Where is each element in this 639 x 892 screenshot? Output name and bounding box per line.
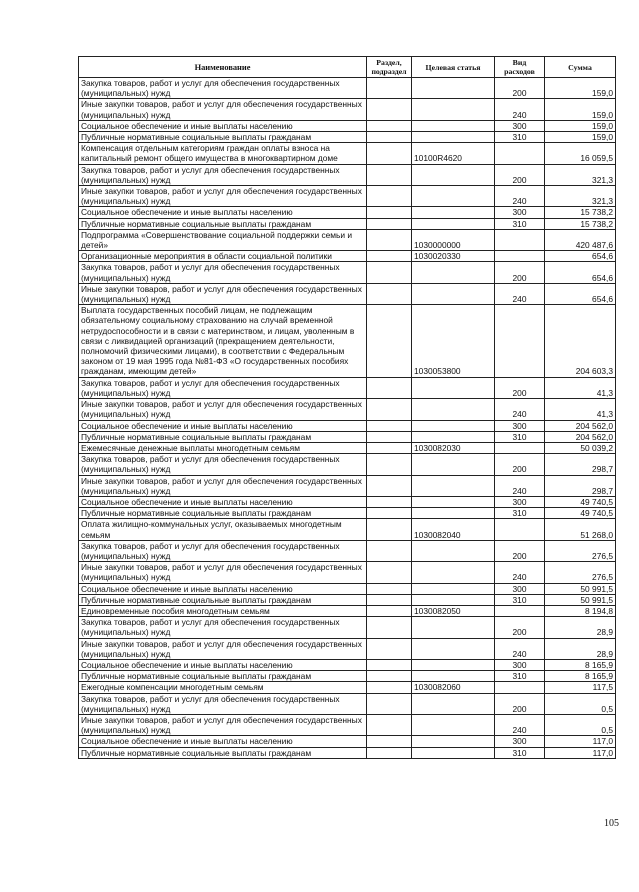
cell-name: Социальное обеспечение и иные выплаты населению xyxy=(79,583,367,594)
header-section: Раздел, подраздел xyxy=(367,57,412,78)
cell-type: 200 xyxy=(495,164,545,185)
cell-name: Ежемесячные денежные выплаты многодетным семьям xyxy=(79,442,367,453)
cell-section xyxy=(367,562,412,583)
cell-type xyxy=(495,305,545,377)
table-row xyxy=(79,251,616,262)
cell-sum: 49 740,5 xyxy=(545,496,616,507)
cell-section xyxy=(367,508,412,519)
cell-name: Закупка товаров, работ и услуг для обеспечения государственных (муниципальных) нужд xyxy=(79,377,367,398)
cell-type: 200 xyxy=(495,693,545,714)
cell-section xyxy=(367,659,412,670)
cell-sum: 8 165,9 xyxy=(545,659,616,670)
cell-section xyxy=(367,714,412,735)
cell-target: 1030020330 xyxy=(412,251,495,262)
cell-target xyxy=(412,377,495,398)
table-row xyxy=(79,377,616,398)
cell-target xyxy=(412,617,495,638)
cell-section xyxy=(367,262,412,283)
cell-sum: 159,0 xyxy=(545,120,616,131)
cell-target xyxy=(412,638,495,659)
cell-sum: 159,0 xyxy=(545,132,616,143)
cell-name: Социальное обеспечение и иные выплаты населению xyxy=(79,496,367,507)
cell-name: Социальное обеспечение и иные выплаты населению xyxy=(79,420,367,431)
cell-type xyxy=(495,251,545,262)
table-row xyxy=(79,431,616,442)
cell-sum: 654,6 xyxy=(545,262,616,283)
cell-type: 200 xyxy=(495,262,545,283)
cell-type: 300 xyxy=(495,659,545,670)
header-sum: Сумма xyxy=(545,57,616,78)
cell-target xyxy=(412,508,495,519)
table-row xyxy=(79,736,616,747)
table-row xyxy=(79,186,616,207)
table-header-row xyxy=(79,57,616,78)
cell-type: 200 xyxy=(495,78,545,99)
cell-name: Публичные нормативные социальные выплаты гражданам xyxy=(79,431,367,442)
table-row xyxy=(79,682,616,693)
table-row xyxy=(79,562,616,583)
cell-name: Закупка товаров, работ и услуг для обеспечения государственных (муниципальных) нужд xyxy=(79,262,367,283)
cell-name: Закупка товаров, работ и услуг для обеспечения государственных (муниципальных) нужд xyxy=(79,540,367,561)
cell-type: 240 xyxy=(495,99,545,120)
cell-type: 240 xyxy=(495,475,545,496)
cell-type: 310 xyxy=(495,431,545,442)
cell-section xyxy=(367,693,412,714)
cell-name: Социальное обеспечение и иные выплаты населению xyxy=(79,120,367,131)
cell-section xyxy=(367,399,412,420)
cell-name: Иные закупки товаров, работ и услуг для обеспечения государственных (муниципальных) нужд xyxy=(79,714,367,735)
cell-target xyxy=(412,671,495,682)
cell-type: 200 xyxy=(495,617,545,638)
cell-name: Иные закупки товаров, работ и услуг для обеспечения государственных (муниципальных) нужд xyxy=(79,562,367,583)
cell-sum: 50 991,5 xyxy=(545,583,616,594)
cell-section xyxy=(367,605,412,616)
cell-name: Социальное обеспечение и иные выплаты населению xyxy=(79,736,367,747)
cell-type: 240 xyxy=(495,186,545,207)
table-row xyxy=(79,454,616,475)
cell-target xyxy=(412,454,495,475)
cell-type: 300 xyxy=(495,583,545,594)
cell-type: 300 xyxy=(495,120,545,131)
table-row xyxy=(79,229,616,250)
cell-section xyxy=(367,78,412,99)
table-row xyxy=(79,714,616,735)
cell-target xyxy=(412,120,495,131)
cell-sum: 298,7 xyxy=(545,475,616,496)
cell-sum: 159,0 xyxy=(545,99,616,120)
cell-type xyxy=(495,442,545,453)
table-row xyxy=(79,496,616,507)
cell-sum: 41,3 xyxy=(545,377,616,398)
table-row xyxy=(79,218,616,229)
cell-section xyxy=(367,454,412,475)
cell-section xyxy=(367,132,412,143)
cell-section xyxy=(367,671,412,682)
cell-sum: 276,5 xyxy=(545,562,616,583)
cell-sum: 117,5 xyxy=(545,682,616,693)
header-type: Вид расходов xyxy=(495,57,545,78)
cell-type: 310 xyxy=(495,594,545,605)
cell-name: Организационные мероприятия в области социальной политики xyxy=(79,251,367,262)
cell-sum: 28,9 xyxy=(545,638,616,659)
cell-type: 310 xyxy=(495,747,545,758)
table-row xyxy=(79,475,616,496)
cell-sum: 8 194,8 xyxy=(545,605,616,616)
cell-type: 300 xyxy=(495,496,545,507)
cell-section xyxy=(367,283,412,304)
cell-sum: 654,6 xyxy=(545,251,616,262)
cell-target xyxy=(412,431,495,442)
cell-target: 1030082030 xyxy=(412,442,495,453)
cell-target xyxy=(412,218,495,229)
cell-name: Компенсация отдельным категориям граждан оплаты взноса на капитальный ремонт общего имущества в многоквартирном доме xyxy=(79,143,367,164)
cell-sum: 204 603,3 xyxy=(545,305,616,377)
cell-section xyxy=(367,186,412,207)
cell-name: Выплата государственных пособий лицам, не подлежащим обязательному социальному страхованию на случай временной нетрудоспособности и в связи с материнством, и лицам, уволенным в связи с ликвидацией организаций (прекращением деятельности, полномочий физическими лицами), в соответствии с Федеральным законом от 19 мая 1995 года №81-ФЗ «О государственных пособиях гражданам, имеющим детей» xyxy=(79,305,367,377)
cell-target xyxy=(412,399,495,420)
cell-sum: 28,9 xyxy=(545,617,616,638)
cell-name: Подпрограмма «Совершенствование социальной поддержки семьи и детей» xyxy=(79,229,367,250)
cell-sum: 321,3 xyxy=(545,186,616,207)
cell-section xyxy=(367,229,412,250)
cell-sum: 51 268,0 xyxy=(545,519,616,540)
cell-target xyxy=(412,736,495,747)
header-name: Наименование xyxy=(79,57,367,78)
table-row xyxy=(79,99,616,120)
cell-section xyxy=(367,736,412,747)
cell-section xyxy=(367,519,412,540)
cell-name: Публичные нормативные социальные выплаты гражданам xyxy=(79,747,367,758)
cell-target xyxy=(412,659,495,670)
cell-sum: 50 991,5 xyxy=(545,594,616,605)
cell-section xyxy=(367,207,412,218)
cell-section xyxy=(367,251,412,262)
table-row xyxy=(79,305,616,377)
cell-sum: 298,7 xyxy=(545,454,616,475)
table-row xyxy=(79,132,616,143)
cell-name: Иные закупки товаров, работ и услуг для обеспечения государственных (муниципальных) нужд xyxy=(79,475,367,496)
table-body xyxy=(79,78,616,759)
cell-target: 1030082050 xyxy=(412,605,495,616)
cell-section xyxy=(367,475,412,496)
cell-target xyxy=(412,132,495,143)
cell-type: 310 xyxy=(495,132,545,143)
cell-target: 1030000000 xyxy=(412,229,495,250)
table-row xyxy=(79,583,616,594)
cell-target: 1030082060 xyxy=(412,682,495,693)
cell-section xyxy=(367,747,412,758)
cell-section xyxy=(367,99,412,120)
cell-target xyxy=(412,747,495,758)
cell-type: 300 xyxy=(495,736,545,747)
table-row xyxy=(79,442,616,453)
cell-type xyxy=(495,229,545,250)
cell-section xyxy=(367,594,412,605)
cell-sum: 15 738,2 xyxy=(545,207,616,218)
cell-name: Закупка товаров, работ и услуг для обеспечения государственных (муниципальных) нужд xyxy=(79,454,367,475)
cell-name: Публичные нормативные социальные выплаты гражданам xyxy=(79,508,367,519)
cell-section xyxy=(367,540,412,561)
table-row xyxy=(79,120,616,131)
cell-name: Иные закупки товаров, работ и услуг для обеспечения государственных (муниципальных) нужд xyxy=(79,399,367,420)
cell-type: 240 xyxy=(495,562,545,583)
cell-sum: 0,5 xyxy=(545,693,616,714)
table-row xyxy=(79,747,616,758)
cell-target: 1030082040 xyxy=(412,519,495,540)
cell-section xyxy=(367,143,412,164)
cell-type xyxy=(495,605,545,616)
cell-target xyxy=(412,420,495,431)
table-row xyxy=(79,659,616,670)
cell-type xyxy=(495,143,545,164)
cell-sum: 16 059,5 xyxy=(545,143,616,164)
cell-type: 240 xyxy=(495,714,545,735)
cell-type: 200 xyxy=(495,454,545,475)
cell-sum: 654,6 xyxy=(545,283,616,304)
cell-section xyxy=(367,164,412,185)
cell-sum: 49 740,5 xyxy=(545,508,616,519)
budget-table xyxy=(78,56,616,759)
table-row xyxy=(79,693,616,714)
cell-type: 240 xyxy=(495,638,545,659)
cell-name: Публичные нормативные социальные выплаты гражданам xyxy=(79,594,367,605)
cell-name: Иные закупки товаров, работ и услуг для обеспечения государственных (муниципальных) нужд xyxy=(79,283,367,304)
cell-section xyxy=(367,218,412,229)
cell-name: Публичные нормативные социальные выплаты гражданам xyxy=(79,218,367,229)
cell-name: Социальное обеспечение и иные выплаты населению xyxy=(79,659,367,670)
cell-target xyxy=(412,186,495,207)
cell-type: 310 xyxy=(495,218,545,229)
cell-type: 300 xyxy=(495,420,545,431)
table-row xyxy=(79,605,616,616)
cell-target xyxy=(412,594,495,605)
table-row xyxy=(79,399,616,420)
cell-sum: 276,5 xyxy=(545,540,616,561)
cell-type: 200 xyxy=(495,377,545,398)
cell-name: Иные закупки товаров, работ и услуг для обеспечения государственных (муниципальных) нужд xyxy=(79,99,367,120)
cell-name: Закупка товаров, работ и услуг для обеспечения государственных (муниципальных) нужд xyxy=(79,617,367,638)
table-row xyxy=(79,207,616,218)
cell-sum: 15 738,2 xyxy=(545,218,616,229)
cell-type: 310 xyxy=(495,508,545,519)
cell-section xyxy=(367,431,412,442)
cell-name: Оплата жилищно-коммунальных услуг, оказываемых многодетным семьям xyxy=(79,519,367,540)
cell-target xyxy=(412,164,495,185)
cell-target xyxy=(412,562,495,583)
cell-type: 240 xyxy=(495,283,545,304)
cell-sum: 117,0 xyxy=(545,736,616,747)
cell-name: Закупка товаров, работ и услуг для обеспечения государственных (муниципальных) нужд xyxy=(79,693,367,714)
cell-target xyxy=(412,475,495,496)
cell-target xyxy=(412,583,495,594)
cell-type: 240 xyxy=(495,399,545,420)
cell-target xyxy=(412,540,495,561)
cell-sum: 50 039,2 xyxy=(545,442,616,453)
cell-section xyxy=(367,120,412,131)
cell-target xyxy=(412,207,495,218)
cell-section xyxy=(367,496,412,507)
table-row xyxy=(79,283,616,304)
cell-type: 300 xyxy=(495,207,545,218)
cell-section xyxy=(367,442,412,453)
cell-section xyxy=(367,420,412,431)
cell-sum: 159,0 xyxy=(545,78,616,99)
cell-section xyxy=(367,682,412,693)
cell-target: 1030053800 xyxy=(412,305,495,377)
cell-sum: 321,3 xyxy=(545,164,616,185)
table-row xyxy=(79,594,616,605)
cell-target xyxy=(412,693,495,714)
cell-sum: 8 165,9 xyxy=(545,671,616,682)
cell-section xyxy=(367,638,412,659)
cell-name: Публичные нормативные социальные выплаты гражданам xyxy=(79,671,367,682)
cell-sum: 204 562,0 xyxy=(545,420,616,431)
cell-sum: 117,0 xyxy=(545,747,616,758)
page-number: 105 xyxy=(604,818,619,829)
cell-name: Закупка товаров, работ и услуг для обеспечения государственных (муниципальных) нужд xyxy=(79,78,367,99)
cell-name: Ежегодные компенсации многодетным семьям xyxy=(79,682,367,693)
cell-section xyxy=(367,583,412,594)
table-row xyxy=(79,638,616,659)
cell-sum: 420 487,6 xyxy=(545,229,616,250)
table-row xyxy=(79,262,616,283)
cell-sum: 0,5 xyxy=(545,714,616,735)
cell-type xyxy=(495,519,545,540)
cell-section xyxy=(367,617,412,638)
cell-sum: 41,3 xyxy=(545,399,616,420)
table-row xyxy=(79,78,616,99)
cell-type: 200 xyxy=(495,540,545,561)
cell-name: Единовременные пособия многодетным семьям xyxy=(79,605,367,616)
table-row xyxy=(79,143,616,164)
cell-type xyxy=(495,682,545,693)
header-target: Целевая статья xyxy=(412,57,495,78)
table-row xyxy=(79,519,616,540)
table-row xyxy=(79,420,616,431)
cell-target xyxy=(412,78,495,99)
cell-name: Закупка товаров, работ и услуг для обеспечения государственных (муниципальных) нужд xyxy=(79,164,367,185)
cell-type: 310 xyxy=(495,671,545,682)
cell-section xyxy=(367,377,412,398)
cell-section xyxy=(367,305,412,377)
table-row xyxy=(79,671,616,682)
table-row xyxy=(79,508,616,519)
cell-target: 10100R4620 xyxy=(412,143,495,164)
cell-name: Иные закупки товаров, работ и услуг для обеспечения государственных (муниципальных) нужд xyxy=(79,186,367,207)
table-row xyxy=(79,540,616,561)
cell-name: Публичные нормативные социальные выплаты гражданам xyxy=(79,132,367,143)
cell-target xyxy=(412,283,495,304)
cell-target xyxy=(412,99,495,120)
cell-target xyxy=(412,496,495,507)
cell-name: Социальное обеспечение и иные выплаты населению xyxy=(79,207,367,218)
cell-name: Иные закупки товаров, работ и услуг для обеспечения государственных (муниципальных) нужд xyxy=(79,638,367,659)
cell-target xyxy=(412,262,495,283)
table-row xyxy=(79,617,616,638)
cell-target xyxy=(412,714,495,735)
cell-sum: 204 562,0 xyxy=(545,431,616,442)
table-row xyxy=(79,164,616,185)
